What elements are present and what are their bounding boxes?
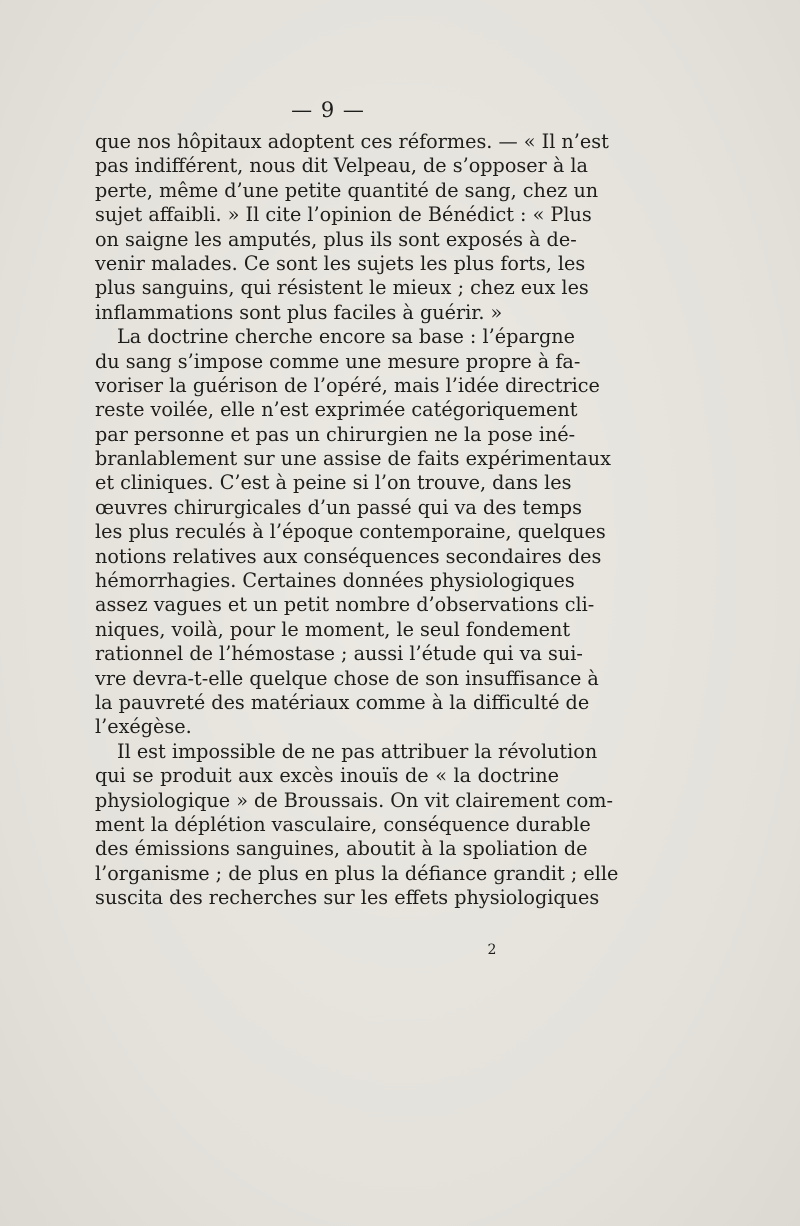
text-line: reste voilée, elle n’est exprimée catégoriquement xyxy=(95,398,578,422)
text-line: sujet affaibli. » Il cite l’opinion de Bénédict : « Plus xyxy=(95,203,592,227)
text-line: vre devra-t-elle quelque chose de son insuffisance à xyxy=(95,666,599,690)
paragraph-start-line: La doctrine cherche encore sa base : l’épargne xyxy=(117,325,575,349)
text-line: notions relatives aux conséquences secondaires des xyxy=(95,544,602,568)
text-line: et cliniques. C’est à peine si l’on trouve, dans les xyxy=(95,471,572,495)
text-line: hémorrhagies. Certaines données physiologiques xyxy=(95,569,575,593)
paragraph-start-line: Il est impossible de ne pas attribuer la révolution xyxy=(117,739,598,763)
text-line: que nos hôpitaux adoptent ces réformes. — « Il n’est xyxy=(95,130,609,153)
text-line: on saigne les amputés, plus ils sont exposés à de- xyxy=(95,227,577,251)
text-line: par personne et pas un chirurgien ne la pose iné- xyxy=(95,422,576,446)
text-line: qui se produit aux excès inouïs de « la doctrine xyxy=(95,764,559,788)
text-line: ment la déplétion vasculaire, conséquence durable xyxy=(95,812,591,836)
text-line: physiologique » de Broussais. On vit clairement com- xyxy=(95,788,613,812)
text-line: assez vagues et un petit nombre d’observations cli- xyxy=(95,593,595,617)
text-line: rationnel de l’hémostase ; aussi l’étude qui va sui- xyxy=(95,642,583,666)
paragraph-end-line: inflammations sont plus faciles à guérir. » xyxy=(95,300,503,324)
text-line: plus sanguins, qui résistent le mieux ; chez eux les xyxy=(95,276,589,300)
text-line: l’organisme ; de plus en plus la défiance grandit ; elle xyxy=(95,861,619,885)
text-line: du sang s’impose comme une mesure propre à fa- xyxy=(95,349,581,373)
text-line: venir malades. Ce sont les sujets les plus forts, les xyxy=(95,251,586,275)
text-line: pas indifférent, nous dit Velpeau, de s’opposer à la xyxy=(95,154,588,178)
signature-mark: 2 xyxy=(487,942,497,958)
text-line: niques, voilà, pour le moment, le seul fondement xyxy=(95,617,571,641)
page-number: — 9 — xyxy=(291,98,365,122)
text-line: œuvres chirurgicales d’un passé qui va des temps xyxy=(95,495,582,519)
text-line: perte, même d’une petite quantité de sang, chez un xyxy=(95,178,599,202)
text-line: des émissions sanguines, aboutit à la spoliation de xyxy=(95,837,588,861)
text-line: les plus reculés à l’époque contemporaine, quelques xyxy=(95,520,606,544)
body-text xyxy=(95,130,619,911)
text-line: suscita des recherches sur les effets physiologiques xyxy=(95,886,600,910)
text-line: branlablement sur une assise de faits expérimentaux xyxy=(95,447,611,471)
text-line: voriser la guérison de l’opéré, mais l’idée directrice xyxy=(95,373,600,397)
paragraph-end-line: l’exégèse. xyxy=(95,715,192,739)
text-line: la pauvreté des matériaux comme à la difficulté de xyxy=(95,690,590,714)
